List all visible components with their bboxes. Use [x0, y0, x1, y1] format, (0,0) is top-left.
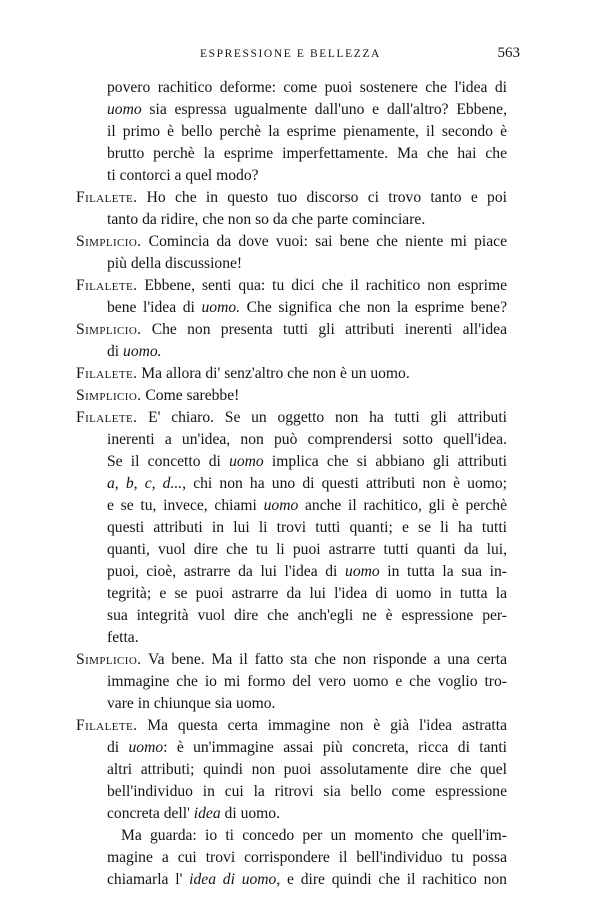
dialogue-simplicio-2: Simplicio. Che non presenta tutti gli attributi inerenti all'idea	[76, 321, 507, 338]
dialogue-simplicio-3: Simplicio. Come sarebbe!	[76, 387, 240, 404]
speaker-name: Simplicio.	[76, 651, 142, 668]
text-line-3: il primo è bello perchè la esprime pienamente, il secondo è	[107, 123, 507, 140]
text-line-36: magine a cui trovi corrispondere il bell'individuo tu possa	[107, 849, 507, 866]
speaker-name: Filalete.	[76, 717, 138, 734]
speaker-name: Filalete.	[76, 409, 138, 426]
text-line-33: bell'individuo in cui la ritrovi sia bello come espressione	[107, 783, 507, 800]
speaker-name: Simplicio.	[76, 233, 142, 250]
page-number: 563	[497, 45, 520, 61]
dialogue-filalete-4: Filalete. E' chiaro. Se un oggetto non ha tutti gli attributi	[76, 409, 507, 426]
text-line-32: altri attributi; quindi non puoi assolutamente dire che quel	[107, 761, 507, 778]
text-line-13: di uomo.	[107, 343, 162, 360]
text-line-18: Se il concetto di uomo implica che si abbiano gli attributi	[107, 453, 507, 470]
dialogue-filalete-3: Filalete. Ma allora di' senz'altro che non è un uomo.	[76, 365, 410, 382]
speaker-name: Filalete.	[76, 277, 138, 294]
speaker-name: Filalete.	[76, 189, 138, 206]
text-line-26: fetta.	[107, 629, 139, 646]
text-line-37: chiamarla l' idea di uomo, e dire quindi che il rachitico non	[107, 871, 507, 888]
text-line-29: vare in chiunque sia uomo.	[107, 695, 276, 712]
text-line-31: di uomo: è un'immagine assai più concreta, ricca di tanti	[107, 739, 508, 756]
text-line-34: concreta dell' idea di uomo.	[107, 805, 281, 822]
text-line-35: Ma guarda: io ti concedo per un momento che quell'im-	[121, 827, 507, 844]
text-line-2: uomo sia espressa ugualmente dall'uno e dall'altro? Ebbene,	[107, 101, 507, 118]
text-line-7: tanto da ridire, che non so da che parte cominciare.	[107, 211, 426, 228]
dialogue-filalete-5: Filalete. Ma questa certa immagine non è già l'idea astratta	[76, 717, 507, 734]
text-line-11: bene l'idea di uomo. Che significa che non la esprime bene?	[107, 299, 508, 316]
text-line-9: più della discussione!	[107, 255, 243, 272]
text-line-28: immagine che io mi formo del vero uomo e che voglio tro-	[107, 673, 507, 690]
speaker-name: Simplicio.	[76, 321, 142, 338]
text-line-1: povero rachitico deforme: come puoi sostenere che l'idea di	[107, 79, 507, 96]
running-header	[200, 45, 520, 68]
text-line-23: puoi, cioè, astrarre da lui l'idea di uomo in tutta la sua in-	[107, 563, 507, 580]
text-line-5: ti contorci a quel modo?	[107, 167, 259, 184]
text-line-25: sua integrità vuol dire che anch'egli ne è espressione per-	[107, 607, 507, 624]
text-line-17: inerenti a un'idea, non può comprendersi sotto quell'idea.	[107, 431, 507, 448]
speaker-name: Simplicio.	[76, 387, 142, 404]
text-line-22: quanti, vuol dire che tu li puoi astrarre tutti quanti da lui,	[107, 541, 507, 558]
text-line-19: a, b, c, d..., chi non ha uno di questi attributi non è uomo;	[107, 475, 507, 492]
dialogue-filalete-2: Filalete. Ebbene, senti qua: tu dici che il rachitico non esprime	[76, 277, 507, 294]
dialogue-filalete-1: Filalete. Ho che in questo tuo discorso ci trovo tanto e poi	[76, 189, 507, 206]
speaker-name: Filalete.	[76, 365, 138, 382]
text-line-20: e se tu, invece, chiami uomo anche il rachitico, gli è perchè	[107, 497, 508, 514]
dialogue-simplicio-4: Simplicio. Va bene. Ma il fatto sta che non risponde a una certa	[76, 651, 507, 668]
dialogue-simplicio-1: Simplicio. Comincia da dove vuoi: sai bene che niente mi piace	[76, 233, 507, 250]
text-line-24: tegrità; e se puoi astrarre da lui l'idea di uomo in tutta la	[107, 585, 507, 602]
text-line-21: questi attributi in lui li trovi tutti quanti; e se li ha tutti	[107, 519, 507, 536]
text-line-4: brutto perchè la esprime imperfettamente. Ma che hai che	[107, 145, 507, 162]
running-title: ESPRESSIONE E BELLEZZA	[200, 48, 381, 60]
